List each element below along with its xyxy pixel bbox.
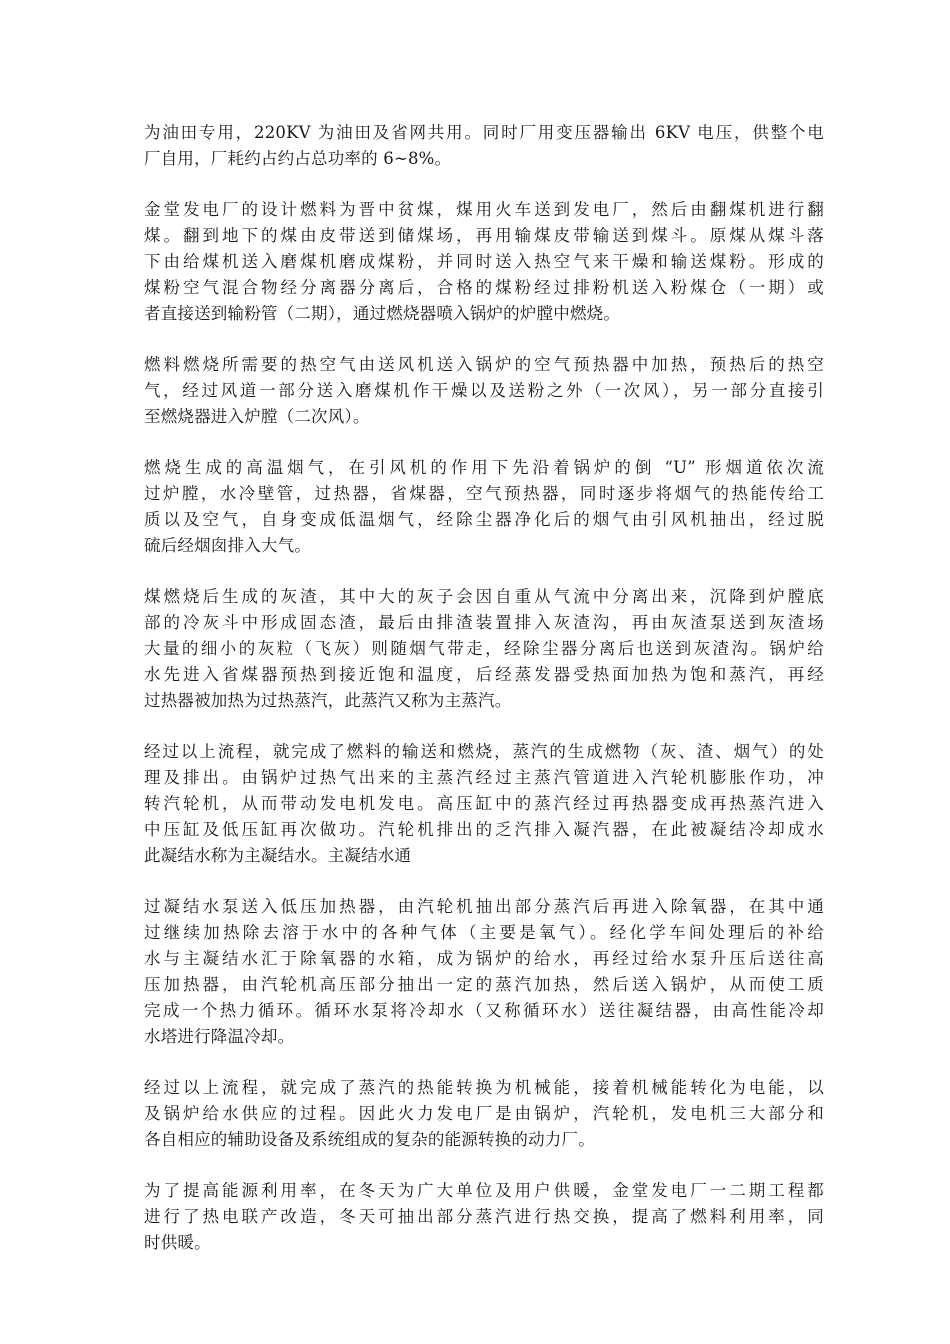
- text-line: 者直接送到输粉管（二期），通过燃烧器喷入锅炉的炉膛中燃烧。: [144, 304, 621, 323]
- text-line: 煤。翻到地下的煤由皮带送到储煤场，再用输煤皮带输送到煤斗。原煤从煤斗落: [144, 226, 824, 245]
- text-line: 进行了热电联产改造，冬天可抽出部分蒸汽进行热交换，提高了燃料利用率，同: [144, 1207, 824, 1226]
- text-line: 硫后经烟囱排入大气。: [144, 536, 311, 555]
- text-line: 金堂发电厂的设计燃料为晋中贫煤，煤用火车送到发电厂，然后由翻煤机进行翻: [144, 200, 824, 219]
- text-line: 大量的细小的灰粒（飞灰）则随烟气带走，经除尘器分离后也送到灰渣沟。锅炉给: [144, 639, 824, 658]
- text-line: 过炉膛，水冷壁管，过热器，省煤器，空气预热器，同时逐步将烟气的热能传给工: [144, 484, 824, 503]
- text-line: 完成一个热力循环。循环水泵将冷却水（又称循环水）送往凝结器，由高性能冷却: [144, 1001, 824, 1020]
- text-line: 转汽轮机，从而带动发电机发电。高压缸中的蒸汽经过再热器变成再热蒸汽进入: [144, 794, 824, 813]
- text-line: 煤粉空气混合物经分离器分离后，合格的煤粉经过排粉机送入粉煤仓（一期）或: [144, 278, 824, 297]
- paragraph: [144, 1075, 824, 1153]
- text-line: 为了提高能源利用率，在冬天为广大单位及用户供暖，金堂发电厂一二期工程都: [144, 1181, 824, 1200]
- document-body: [144, 120, 824, 1281]
- text-line: 此凝结水称为主凝结水。主凝结水通: [144, 846, 412, 865]
- text-line: 经过以上流程，就完成了燃料的输送和燃烧，蒸汽的生成燃物（灰、渣、烟气）的处: [144, 742, 824, 761]
- text-line: 水先进入省煤器预热到接近饱和温度，后经蒸发器受热面加热为饱和蒸汽，再经: [144, 665, 824, 684]
- text-line: 中压缸及低压缸再次做功。汽轮机排出的乏汽排入凝汽器，在此被凝结冷却成水: [144, 820, 824, 839]
- text-line: 压加热器，由汽轮机高压部分抽出一定的蒸汽加热，然后送入锅炉，从而使工质: [144, 975, 824, 994]
- text-line: 厂自用，厂耗约占约占总功率的 6~8%。: [144, 149, 452, 168]
- paragraph: [144, 455, 824, 559]
- paragraph: [144, 352, 824, 430]
- paragraph: [144, 894, 824, 1050]
- text-line: 经过以上流程，就完成了蒸汽的热能转换为机械能，接着机械能转化为电能，以: [144, 1078, 824, 1097]
- text-line: 为油田专用，220KV 为油田及省网共用。同时厂用变压器输出 6KV 电压，供整个电: [144, 123, 824, 142]
- paragraph: [144, 584, 824, 714]
- text-line: 及锅炉给水供应的过程。因此火力发电厂是由锅炉，汽轮机，发电机三大部分和: [144, 1104, 824, 1123]
- text-line: 煤燃烧后生成的灰渣，其中大的灰子会因自重从气流中分离出来，沉降到炉膛底: [144, 587, 824, 606]
- text-line: 燃料燃烧所需要的热空气由送风机送入锅炉的空气预热器中加热，预热后的热空: [144, 355, 824, 374]
- paragraph: [144, 739, 824, 869]
- text-line: 气，经过风道一部分送入磨煤机作干燥以及送粉之外（一次风），另一部分直接引: [144, 381, 824, 400]
- text-line: 水塔进行降温冷却。: [144, 1027, 295, 1046]
- text-line: 时供暖。: [144, 1233, 211, 1252]
- text-line: 水与主凝结水汇于除氧器的水箱，成为锅炉的给水，再经过给水泵升压后送往高: [144, 949, 824, 968]
- text-line: 质以及空气，自身变成低温烟气，经除尘器净化后的烟气由引风机抽出，经过脱: [144, 510, 824, 529]
- text-line: 部的冷灰斗中形成固态渣，最后由排渣装置排入灰渣沟，再由灰渣泵送到灰渣场: [144, 613, 824, 632]
- text-line: 过凝结水泵送入低压加热器，由汽轮机抽出部分蒸汽后再进入除氧器，在其中通: [144, 897, 824, 916]
- text-line: 过继续加热除去溶于水中的各种气体（主要是氧气）。经化学车间处理后的补给: [144, 923, 824, 942]
- text-line: 至燃烧器进入炉膛（二次风）。: [144, 407, 370, 426]
- paragraph: [144, 197, 824, 327]
- text-line: 理及排出。由锅炉过热气出来的主蒸汽经过主蒸汽管道进入汽轮机膨胀作功，冲: [144, 768, 824, 787]
- text-line: 过热器被加热为过热蒸汽，此蒸汽又称为主蒸汽。: [144, 691, 512, 710]
- paragraph: [144, 120, 824, 172]
- text-line: 各自相应的辅助设备及系统组成的复杂的能源转换的动力厂。: [144, 1130, 595, 1149]
- paragraph: [144, 1178, 824, 1256]
- text-line: 下由给煤机送入磨煤机磨成煤粉，并同时送入热空气来干燥和输送煤粉。形成的: [144, 252, 824, 271]
- text-line: 燃烧生成的高温烟气，在引风机的作用下先沿着锅炉的倒 “U” 形烟道依次流: [144, 458, 824, 477]
